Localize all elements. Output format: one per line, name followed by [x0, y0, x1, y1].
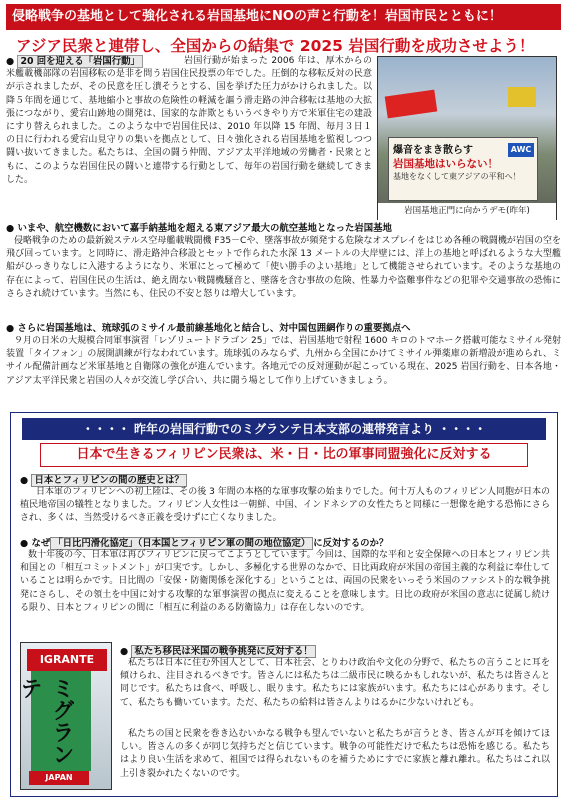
q2-heading [20, 535, 550, 549]
q2-text: 数十年後の今、日本軍は再びフィリピンに戻ってこようとしています。今回は、国際的な平和と安全保障への日本とフィリピン共和国との「相互コミットメント」が口実です。しかし、多極化する世界のなかで、日比両政府が米国の帝国主義的な利益に奉仕していることは明らかです。日比間の「安保・防衛関係を深化する」ということは、両国の民衆をいっそう米国のファシスト的な戦争挑発にさらし、その領土を中国に対する攻撃的な軍事演習の拠点に変えることを意味します。日比の政府が米国の意志に従属し続ける限り、日本とフィリピンの間に「相互に利益のある防衛協力」は存在しないのです。 [20, 550, 550, 613]
q3-heading-text: 私たち移民は米国の戦争挑発に反対する！ [131, 645, 315, 658]
q2-heading-post: に反対するのか？ [313, 538, 389, 549]
section3-text: ９月の日米の大規模合同軍事演習「レゾリュートドラゴン 25」では、岩国基地で射程 1600 キロのトマホーク搭載可能なミサイル発射装置「タイフォン」の展開訓練が行なわれています。琉球弧のみならず、九州から全国にかけてミサイル弾薬庫の新増設が進められ、ミサイル配備計画など米軍基地と自衛隊の強化が進んでいます。各地元での反対運動が起こっている現在、2025 岩国行動を、日本各地・アジア太平洋民衆と岩国の人々が交流し学び合い、共に闘う場として作り上げていきましょう。 [6, 336, 561, 386]
section2-text: 侵略戦争のための最新鋭ステルス空母艦載戦闘機 F35－Cや、墜落事故が頻発する危険なオスプレイをはじめ各種の戦闘機が岩国の空を飛び回っています。と同時に、滑走路沖合移設とセットで作られた水深 13 メートルの大岸壁には、洋上の基地と呼ばれるような大型艦船がひっきりなしに入港するようになり、米軍にとって極めて「使い勝手のよい基地」として機能させられています。そのような基地の存在によって、岩国住民の生活は、絶え間ない戦闘機騒音と、墜落を含む事故の危険、性暴力や盗難事件などの犯罪や交通事故の恐怖にさらされ続けています。当然にも、住民の不安と怒りは増大しています。 [6, 236, 561, 299]
sign-line3: 基地をなくして東アジアの平和へ！ [393, 172, 521, 181]
q1-heading-text: 日本とフィリピンの間の歴史とは？ [31, 474, 186, 487]
section1-heading-tag: 20 回を迎える「岩国行動」 [17, 55, 142, 68]
sign-line2: 岩国基地はいらない！ [393, 158, 498, 170]
box-subtitle: 日本で生きるフィリピン民衆は、米・日・比の軍事同盟強化に反対する [40, 443, 528, 467]
flag-red [385, 90, 438, 119]
bullet-icon: ● [6, 323, 15, 334]
bullet-icon: ● [6, 56, 15, 67]
section2-heading-text: いまや、航空機数において嘉手納基地を超える東アジア最大の航空基地となった岩国基地 [17, 223, 392, 234]
q2-heading-pre: なぜ [31, 538, 51, 549]
banner-vertical-text: ミグランテ [17, 677, 74, 765]
section2-heading [6, 222, 561, 235]
q3-text-2: 私たちの国と民衆を巻き込むいかなる戦争も望んでいないと私たちが言うとき、皆さんが耳を傾けてほしい。皆さんの多くが同じ気持ちだと信じています。戦争の可能性だけで私たちは恐怖を感じる。私たちはより良い生活を求めて、祖国では得られないものを補うためにすでに家族と離れ離れ。私たちはこれ以上引き裂かれたくないのです。 [120, 729, 550, 779]
box-title: ・・・・ 昨年の岩国行動でのミグランテ日本支部の連帯発言より ・・・・ [22, 418, 546, 440]
bullet-icon: ● [120, 646, 129, 657]
q2-heading-tag: 「日比円滑化協定」（日本国とフィリピン軍の間の地位協定） [50, 537, 313, 550]
banner-bottom-text: JAPAN [29, 771, 89, 785]
sign-line1: 爆音をまき散らす [393, 145, 473, 156]
flag-yellow [508, 87, 536, 107]
page-subtitle: アジア民衆と連帯し、全国からの結集で 2025 岩国行動を成功させよう！ [16, 37, 535, 55]
header-banner: 侵略戦争の基地として強化される岩国基地にNOの声と行動を！岩国市民とともに！ [6, 4, 561, 30]
banner-top-text: IGRANTE [27, 649, 107, 671]
q3-heading [120, 643, 550, 657]
q1-text: 日本軍のフィリピンへの初上陸は、その後 3 年間の本格的な軍事攻撃の始まりでした。何十万人ものフィリピン人同胞が日本の植民地帝国の犠牲となりました。フィリピン人女性は一朝鮮、中国、インドネシアの女性たちと同様に一想像を絶する恐怖にさらされ、多くは、当然受けるべき正義を受けずに亡くなりました。 [20, 487, 551, 524]
section3-heading [6, 322, 561, 335]
bullet-icon: ● [6, 223, 15, 234]
awc-badge: AWC [508, 143, 534, 157]
section3-heading-text: さらに岩国基地は、琉球弧のミサイル最前線基地化と結合し、対中国包囲網作りの重要拠点へ [17, 323, 411, 334]
photo-caption: 岩国基地正門に向かうデモ(昨年) [378, 203, 556, 220]
section1-text: 岩国行動が始まった 2006 年は、厚木からの米艦載機部隊の岩国移転の是非を問う岩国住民投票の年でした。圧倒的な移転反対の民意が示されましたが、その民意を圧し潰そうとする、国を挙げた圧力がかけられました。以降５年間を通じて、基地縮小と事故の危険性の軽減を謳う滑走路の沖合移転は基地の大拡張につながり、愛宕山跡地の開発は、国家的な詐欺ともいうべきやり方で米軍住宅の建設にすり替えられました。このような中で岩国住民は、2010 年以降 15 年間、毎月３日１の日に行われる愛宕山見守りの集いを拠点として、日々強化される岩国基地を監視しつつ闘い抜いてきました。私たちは、全国の闘う仲間、アジア太平洋地域の労働者・民衆とともに、このような岩国住民の闘いと連帯する行動として、毎年の岩国行動を継続してきました。 [6, 56, 372, 185]
q3-text-1: 私たちは日本に住む外国人として、日本社会、とりわけ政治や文化の分野で、私たちの言うことに耳を傾けられ、注目されるべきです。皆さんには私たちは二級市民に映るかもしれないが、私たちは皆さんと同じです。私たちは食べ、呼吸し、眠ります。私たちには家族がいます。私たちには心があります。そして、私たちも働いています。ただ、私たちの給料は皆さんよりはるかに少ないけれども。 [120, 658, 550, 708]
bullet-icon: ● [20, 538, 29, 549]
demo-photo [377, 56, 557, 220]
bullet-icon: ● [20, 475, 29, 486]
q1-heading [20, 472, 550, 486]
migrante-banner-photo [17, 642, 112, 790]
